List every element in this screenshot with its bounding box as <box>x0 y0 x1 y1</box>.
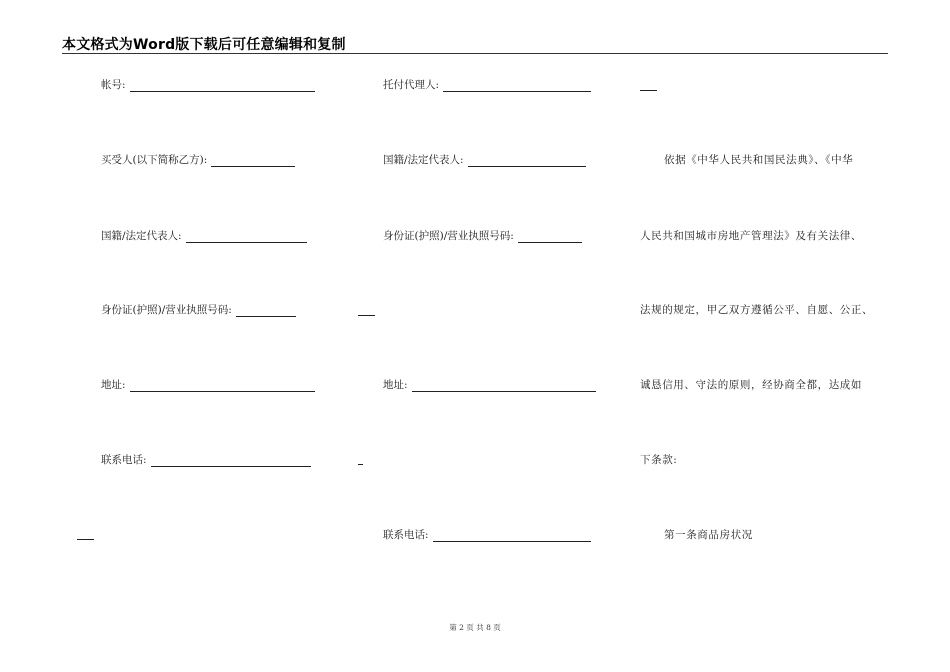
field-buyer-label: 买受人(以下简称乙方): <box>101 154 208 166</box>
field-agent-nationality-rep-blank <box>468 157 586 167</box>
field-buyer-address-blank <box>130 382 315 392</box>
continuation-blank <box>358 464 363 465</box>
field-buyer-phone <box>101 453 311 467</box>
field-buyer-phone-label: 联系电话: <box>101 454 147 466</box>
preamble-line-3: 法规的规定，甲乙双方遵循公平、自愿、公正、 <box>640 304 874 316</box>
preamble-line-5: 下条款: <box>640 454 678 466</box>
field-buyer-id-number-blank <box>236 307 296 317</box>
continuation-blank <box>640 90 657 91</box>
field-agent-phone-blank <box>433 532 591 542</box>
field-agent-address-label: 地址: <box>383 379 408 391</box>
header-divider <box>62 53 888 54</box>
field-buyer <box>101 153 295 167</box>
field-agent-id-number-label: 身份证(护照)/营业执照号码: <box>383 230 514 242</box>
field-agent-id-number-blank <box>518 233 582 243</box>
field-agent-phone <box>383 528 591 542</box>
field-buyer-nationality-rep <box>101 229 307 243</box>
field-account-label: 帐号: <box>101 79 126 91</box>
field-agent-label: 托付代理人: <box>383 79 440 91</box>
field-agent-address <box>383 378 596 392</box>
page-number: 第 2 页 共 8 页 <box>449 623 501 632</box>
continuation-blank <box>77 539 94 540</box>
field-agent-blank <box>443 82 591 92</box>
field-account <box>101 78 315 92</box>
field-agent-nationality-rep-label: 国籍/法定代表人: <box>383 154 464 166</box>
field-buyer-id-number <box>101 303 296 317</box>
field-agent-nationality-rep <box>383 153 586 167</box>
field-buyer-nationality-rep-blank <box>186 233 307 243</box>
field-agent <box>383 78 591 92</box>
field-buyer-address <box>101 378 315 392</box>
field-agent-id-number <box>383 229 582 243</box>
continuation-blank <box>358 315 375 316</box>
field-buyer-blank <box>211 157 295 167</box>
preamble-line-1: 依据《中华人民共和国民法典》、《中华 <box>664 154 854 166</box>
field-agent-address-blank <box>412 382 596 392</box>
article-heading: 第一条商品房状况 <box>664 529 753 541</box>
field-buyer-id-number-label: 身份证(护照)/营业执照号码: <box>101 304 232 316</box>
document-header-title: 本文格式为Word版下载后可任意编辑和复制 <box>62 37 346 53</box>
preamble-line-2: 人民共和国城市房地产管理法》及有关法律、 <box>640 230 862 242</box>
field-buyer-address-label: 地址: <box>101 379 126 391</box>
field-buyer-phone-blank <box>151 457 311 467</box>
field-agent-phone-label: 联系电话: <box>383 529 429 541</box>
field-buyer-nationality-rep-label: 国籍/法定代表人: <box>101 230 182 242</box>
preamble-line-4: 诚恳信用、守法的原则，经协商全都，达成如 <box>640 379 862 391</box>
field-account-blank <box>130 82 315 92</box>
